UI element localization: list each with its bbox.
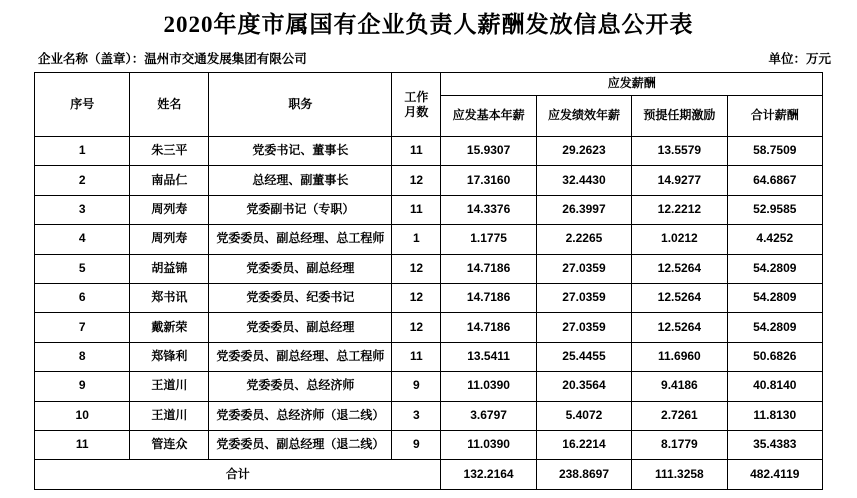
- cell-performance: 27.0359: [536, 283, 631, 312]
- header-seq: 序号: [35, 73, 130, 137]
- cell-incentive: 12.5264: [632, 254, 727, 283]
- cell-base: 3.6797: [441, 401, 536, 430]
- header-months-line2: 月数: [404, 104, 429, 119]
- cell-incentive: 8.1779: [632, 430, 727, 459]
- subheader: [0, 41, 857, 72]
- cell-position: 党委委员、副总经理: [209, 313, 392, 342]
- cell-seq: 11: [35, 430, 130, 459]
- cell-total: 50.6826: [727, 342, 822, 371]
- cell-position: 党委书记、董事长: [209, 137, 392, 166]
- cell-seq: 5: [35, 254, 130, 283]
- table-row: [35, 372, 823, 401]
- cell-performance: 20.3564: [536, 372, 631, 401]
- cell-performance: 27.0359: [536, 313, 631, 342]
- table-total-row: [35, 460, 823, 489]
- cell-position: 党委委员、总经济师（退二线）: [209, 401, 392, 430]
- salary-table: [34, 72, 823, 490]
- cell-total-performance: 238.8697: [536, 460, 631, 489]
- cell-total: 4.4252: [727, 225, 822, 254]
- cell-position: 党委委员、副总经理、总工程师: [209, 225, 392, 254]
- cell-total: 35.4383: [727, 430, 822, 459]
- header-months: [392, 73, 441, 137]
- cell-total-total: 482.4119: [727, 460, 822, 489]
- cell-base: 17.3160: [441, 166, 536, 195]
- table-row: [35, 283, 823, 312]
- table-header-row-group: [35, 73, 823, 96]
- table-row: [35, 137, 823, 166]
- cell-name: 郑书讯: [130, 283, 209, 312]
- table-row: [35, 195, 823, 224]
- cell-name: 郑锋利: [130, 342, 209, 371]
- cell-name: 周列寿: [130, 225, 209, 254]
- header-months-line1: 工作: [404, 89, 429, 104]
- cell-seq: 6: [35, 283, 130, 312]
- cell-total-incentive: 111.3258: [632, 460, 727, 489]
- cell-name: 朱三平: [130, 137, 209, 166]
- table-row: [35, 430, 823, 459]
- table-head: [35, 73, 823, 137]
- cell-seq: 4: [35, 225, 130, 254]
- header-performance-salary: 应发绩效年薪: [536, 96, 631, 137]
- cell-seq: 10: [35, 401, 130, 430]
- cell-incentive: 9.4186: [632, 372, 727, 401]
- cell-position: 党委委员、副总经理: [209, 254, 392, 283]
- cell-position: 党委委员、总经济师: [209, 372, 392, 401]
- table-row: [35, 225, 823, 254]
- cell-total-label: 合计: [35, 460, 441, 489]
- cell-incentive: 12.5264: [632, 283, 727, 312]
- cell-months: 3: [392, 401, 441, 430]
- cell-name: 周列寿: [130, 195, 209, 224]
- unit-label: 单位：万元: [768, 52, 831, 66]
- cell-incentive: 14.9277: [632, 166, 727, 195]
- cell-base: 14.7186: [441, 283, 536, 312]
- cell-months: 11: [392, 137, 441, 166]
- cell-seq: 7: [35, 313, 130, 342]
- cell-performance: 2.2265: [536, 225, 631, 254]
- header-total-salary: 合计薪酬: [727, 96, 822, 137]
- cell-performance: 16.2214: [536, 430, 631, 459]
- cell-base: 14.7186: [441, 254, 536, 283]
- cell-performance: 5.4072: [536, 401, 631, 430]
- cell-name: 南品仁: [130, 166, 209, 195]
- cell-months: 11: [392, 195, 441, 224]
- cell-incentive: 11.6960: [632, 342, 727, 371]
- header-position: 职务: [209, 73, 392, 137]
- cell-base: 15.9307: [441, 137, 536, 166]
- cell-total-base: 132.2164: [441, 460, 536, 489]
- cell-performance: 25.4455: [536, 342, 631, 371]
- cell-position: 党委委员、副总经理、总工程师: [209, 342, 392, 371]
- cell-total: 54.2809: [727, 283, 822, 312]
- table-row: [35, 401, 823, 430]
- cell-total: 64.6867: [727, 166, 822, 195]
- cell-seq: 1: [35, 137, 130, 166]
- cell-incentive: 13.5579: [632, 137, 727, 166]
- cell-seq: 3: [35, 195, 130, 224]
- cell-months: 12: [392, 254, 441, 283]
- cell-base: 11.0390: [441, 372, 536, 401]
- header-base-salary: 应发基本年薪: [441, 96, 536, 137]
- cell-base: 11.0390: [441, 430, 536, 459]
- cell-total: 54.2809: [727, 313, 822, 342]
- cell-name: 戴新荣: [130, 313, 209, 342]
- cell-months: 1: [392, 225, 441, 254]
- cell-base: 13.5411: [441, 342, 536, 371]
- cell-position: 党委委员、副总经理（退二线）: [209, 430, 392, 459]
- cell-months: 12: [392, 283, 441, 312]
- cell-performance: 26.3997: [536, 195, 631, 224]
- cell-name: 管连众: [130, 430, 209, 459]
- header-term-incentive: 预提任期激励: [632, 96, 727, 137]
- table-body: [35, 137, 823, 490]
- cell-position: 党委委员、纪委书记: [209, 283, 392, 312]
- cell-total: 11.8130: [727, 401, 822, 430]
- cell-position: 总经理、副董事长: [209, 166, 392, 195]
- cell-name: 王道川: [130, 372, 209, 401]
- page-title: 2020年度市属国有企业负责人薪酬发放信息公开表: [163, 12, 694, 37]
- cell-seq: 2: [35, 166, 130, 195]
- cell-total: 52.9585: [727, 195, 822, 224]
- cell-incentive: 2.7261: [632, 401, 727, 430]
- table-row: [35, 313, 823, 342]
- company-name-label: 企业名称（盖章）：温州市交通发展集团有限公司: [38, 52, 307, 66]
- cell-base: 14.7186: [441, 313, 536, 342]
- table-row: [35, 254, 823, 283]
- header-salary-group: 应发薪酬: [441, 73, 823, 96]
- cell-name: 王道川: [130, 401, 209, 430]
- table-row: [35, 166, 823, 195]
- cell-performance: 29.2623: [536, 137, 631, 166]
- cell-base: 14.3376: [441, 195, 536, 224]
- cell-total: 54.2809: [727, 254, 822, 283]
- cell-months: 12: [392, 166, 441, 195]
- cell-seq: 9: [35, 372, 130, 401]
- cell-months: 11: [392, 342, 441, 371]
- cell-base: 1.1775: [441, 225, 536, 254]
- cell-performance: 32.4430: [536, 166, 631, 195]
- cell-total: 40.8140: [727, 372, 822, 401]
- header-name: 姓名: [130, 73, 209, 137]
- cell-performance: 27.0359: [536, 254, 631, 283]
- table-row: [35, 342, 823, 371]
- cell-months: 12: [392, 313, 441, 342]
- cell-total: 58.7509: [727, 137, 822, 166]
- cell-position: 党委副书记（专职）: [209, 195, 392, 224]
- cell-months: 9: [392, 372, 441, 401]
- cell-incentive: 12.2212: [632, 195, 727, 224]
- cell-incentive: 12.5264: [632, 313, 727, 342]
- cell-seq: 8: [35, 342, 130, 371]
- cell-incentive: 1.0212: [632, 225, 727, 254]
- cell-name: 胡益锦: [130, 254, 209, 283]
- cell-months: 9: [392, 430, 441, 459]
